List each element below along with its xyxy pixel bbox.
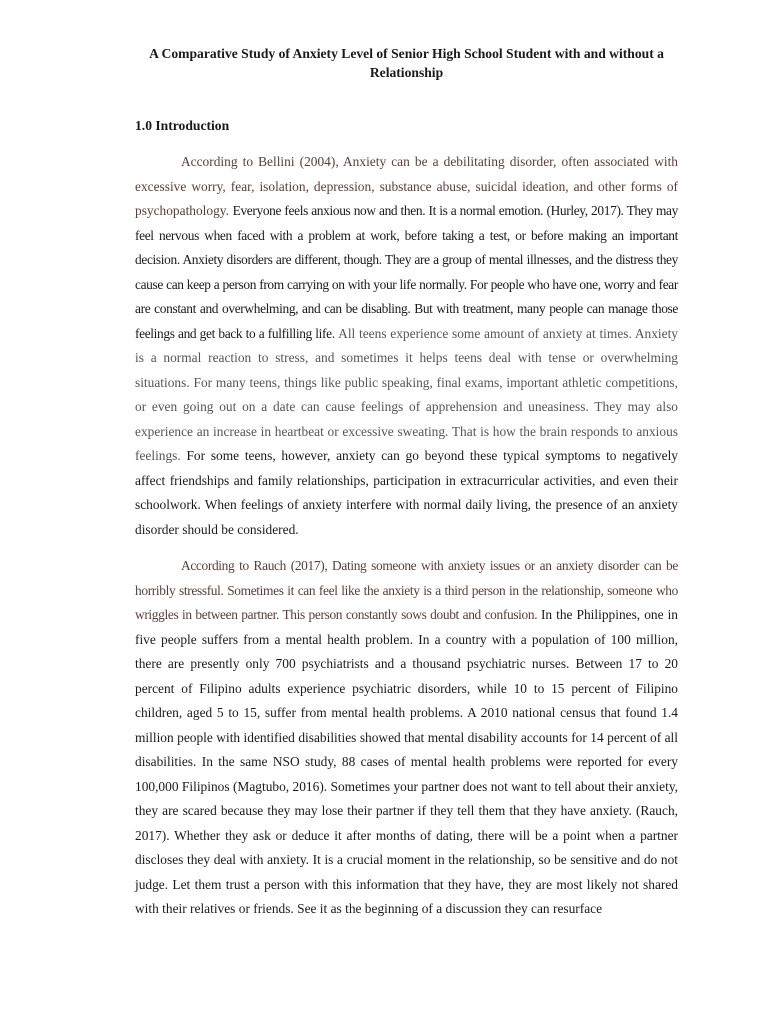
paragraph-1-bellini-citation: According to Bellini (2004), Anxiety can be a debilitating disorder, often associated with excessive worry, fear, isolation, depression, substance abuse, suicidal ideation, and other forms of psychopathology. [135, 154, 678, 218]
document-title: A Comparative Study of Anxiety Level of Senior High School Student with and without a Relationship [149, 46, 664, 80]
paragraph-2 [135, 554, 678, 922]
paragraph-1 [135, 150, 678, 542]
section-heading: 1.0 Introduction [135, 118, 230, 133]
paragraph-2-philippines-passage: In the Philippines, one in five people suffers from a mental health problem. In a country with a population of 100 million, there are presently only 700 psychiatrists and a thousand psychiatric nurses. Between 17 to 20 percent of Filipino adults experience psychiatric disorders, while 10 to 15 percent of Filipino children, aged 5 to 15, suffer from mental health problems. A 2010 national census that found 1.4 million people with identified disabilities showed that mental disability accounts for 14 percent of all disabilities. In the same NSO study, 88 cases of mental health problems were reported for every 100,000 Filipinos (Magtubo, 2016). Sometimes your partner does not want to tell about their anxiety, they are scared because they may lose their partner if they tell them that they have anxiety. (Rauch, 2017). Whether they ask or deduce it after months of dating, there will be a point when a partner discloses they deal with anxiety. It is a crucial moment in the relationship, so be sensitive and do not judge. Let them trust a person with this information that they have, they are most likely not shared with their relatives or friends. See it as the beginning of a discussion they can resurface [135, 607, 678, 916]
paragraph-1-conclusion: For some teens, however, anxiety can go beyond these typical symptoms to negatively affect friendships and family relationships, participation in extracurricular activities, and even their schoolwork. When feelings of anxiety interfere with normal daily living, the presence of an anxiety disorder should be considered. [135, 448, 678, 537]
paragraph-2-rauch-citation: According to Rauch (2017), Dating someone with anxiety issues or an anxiety disorder can be horribly stressful. Sometimes it can feel like the anxiety is a third person in the relationship, someone who wriggles in between partner. This person constantly sows doubt and confusion. [135, 558, 678, 622]
paragraph-1-hurley-passage: Everyone feels anxious now and then. It is a normal emotion. (Hurley, 2017). They may feel nervous when faced with a problem at work, before taking a test, or before making an important decision. Anxiety disorders are different, though. They are a group of mental illnesses, and the distress they cause can keep a person from carrying on with your life normally. For people who have one, worry and fear are constant and overwhelming, and can be disabling. But with treatment, many people can manage those feelings and get back to a fulfilling life. [135, 203, 678, 341]
document-page [135, 44, 678, 922]
paragraph-1-teens-passage: All teens experience some amount of anxiety at times. Anxiety is a normal reaction to stress, and sometimes it helps teens deal with tense or overwhelming situations. For many teens, things like public speaking, final exams, important athletic competitions, or even going out on a date can cause feelings of apprehension and uneasiness. They may also experience an increase in heartbeat or excessive sweating. That is how the brain responds to anxious feelings. [135, 325, 678, 463]
